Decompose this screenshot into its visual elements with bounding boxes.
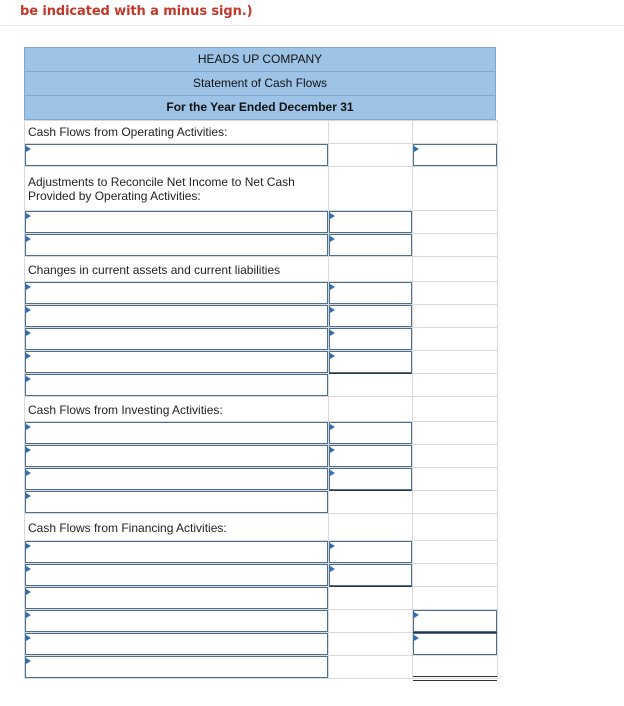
section-label-cell (25, 257, 329, 282)
operating-activities-label: Cash Flows from Operating Activities: (28, 125, 228, 139)
description-input[interactable] (25, 564, 328, 586)
description-input[interactable] (25, 656, 328, 678)
table-row (25, 445, 498, 468)
empty-cell (329, 610, 413, 633)
amount-input[interactable] (329, 328, 412, 350)
empty-cell (413, 514, 498, 541)
empty-cell (329, 144, 413, 167)
amount-cell (329, 564, 413, 587)
empty-cell (413, 328, 498, 351)
table-row (25, 121, 498, 144)
table-row (25, 491, 498, 514)
amount-input[interactable] (329, 445, 412, 467)
section-label-cell (25, 121, 329, 144)
description-input[interactable] (25, 282, 328, 304)
total-input[interactable] (413, 144, 497, 166)
table-row (25, 305, 498, 328)
empty-cell (329, 257, 413, 282)
empty-cell (413, 564, 498, 587)
amount-cell (413, 144, 498, 167)
amount-input[interactable] (329, 282, 412, 304)
total-input[interactable] (413, 610, 497, 632)
final-total-cell (413, 656, 498, 679)
empty-cell (413, 351, 498, 374)
amount-cell (329, 305, 413, 328)
table-row (25, 167, 498, 211)
table-row (25, 587, 498, 610)
table-row (25, 234, 498, 257)
amount-cell (329, 282, 413, 305)
description-input[interactable] (25, 633, 328, 655)
description-cell (25, 328, 329, 351)
description-input[interactable] (25, 610, 328, 632)
description-input[interactable] (25, 491, 328, 513)
empty-cell (413, 282, 498, 305)
description-input[interactable] (25, 234, 328, 256)
description-cell (25, 633, 329, 656)
section-label-cell (25, 514, 329, 541)
amount-cell (413, 633, 498, 656)
empty-cell (329, 514, 413, 541)
amount-cell (413, 610, 498, 633)
amount-input[interactable] (329, 351, 412, 373)
description-cell (25, 211, 329, 234)
description-cell (25, 587, 329, 610)
empty-cell (413, 397, 498, 422)
description-input[interactable] (25, 374, 328, 396)
description-cell (25, 305, 329, 328)
cash-flow-worksheet (24, 47, 496, 679)
amount-input[interactable] (329, 422, 412, 444)
amount-cell (329, 328, 413, 351)
table-row (25, 211, 498, 234)
empty-cell (413, 445, 498, 468)
instruction-text: be indicated with a minus sign.) (20, 4, 253, 19)
description-cell (25, 468, 329, 491)
table-row (25, 282, 498, 305)
cash-flow-table (24, 120, 498, 679)
description-cell (25, 491, 329, 514)
empty-cell (329, 397, 413, 422)
section-label-cell (25, 167, 329, 211)
description-input[interactable] (25, 422, 328, 444)
table-row (25, 468, 498, 491)
amount-input[interactable] (329, 234, 412, 256)
empty-cell (329, 491, 413, 514)
table-row (25, 422, 498, 445)
description-input[interactable] (25, 587, 328, 609)
amount-cell (329, 468, 413, 491)
amount-cell (329, 211, 413, 234)
empty-cell (413, 167, 498, 211)
description-cell (25, 541, 329, 564)
amount-input[interactable] (329, 564, 412, 586)
empty-cell (413, 468, 498, 491)
empty-cell (329, 656, 413, 679)
empty-cell (413, 587, 498, 610)
amount-cell (329, 541, 413, 564)
description-cell (25, 610, 329, 633)
empty-cell (413, 257, 498, 282)
financing-activities-label: Cash Flows from Financing Activities: (28, 521, 227, 535)
description-cell (25, 564, 329, 587)
table-row (25, 374, 498, 397)
empty-cell (413, 305, 498, 328)
company-name: HEADS UP COMPANY (24, 47, 496, 71)
table-row (25, 397, 498, 422)
table-row (25, 351, 498, 374)
amount-cell (329, 351, 413, 374)
empty-cell (329, 167, 413, 211)
description-cell (25, 422, 329, 445)
changes-label: Changes in current assets and current liabilities (28, 263, 281, 277)
empty-cell (329, 587, 413, 610)
amount-input[interactable] (329, 468, 412, 490)
amount-cell (329, 445, 413, 468)
description-input[interactable] (25, 541, 328, 563)
table-row (25, 656, 498, 679)
adjustments-label: Adjustments to Reconcile Net Income to Net Cash Provided by Operating Activities: (28, 175, 295, 203)
statement-title: Statement of Cash Flows (24, 71, 496, 95)
top-divider (0, 25, 624, 26)
amount-input[interactable] (329, 211, 412, 233)
empty-cell (329, 633, 413, 656)
empty-cell (413, 374, 498, 397)
description-cell (25, 445, 329, 468)
description-cell (25, 351, 329, 374)
empty-cell (413, 422, 498, 445)
description-cell (25, 234, 329, 257)
table-row (25, 144, 498, 167)
table-row (25, 328, 498, 351)
description-input[interactable] (25, 328, 328, 350)
empty-cell (413, 234, 498, 257)
empty-cell (413, 211, 498, 234)
description-input[interactable] (25, 211, 328, 233)
description-input[interactable] (25, 445, 328, 467)
description-cell (25, 144, 329, 167)
amount-cell (329, 422, 413, 445)
empty-cell (329, 121, 413, 144)
description-input[interactable] (25, 351, 328, 373)
description-cell (25, 282, 329, 305)
description-input[interactable] (25, 144, 328, 166)
section-label-cell (25, 397, 329, 422)
empty-cell (413, 121, 498, 144)
table-row (25, 514, 498, 541)
description-cell (25, 656, 329, 679)
description-input[interactable] (25, 305, 328, 327)
total-input[interactable] (413, 633, 497, 655)
empty-cell (413, 541, 498, 564)
description-cell (25, 374, 329, 397)
empty-cell (413, 491, 498, 514)
table-row (25, 564, 498, 587)
amount-cell (329, 234, 413, 257)
statement-period: For the Year Ended December 31 (24, 95, 496, 120)
amount-input[interactable] (329, 541, 412, 563)
table-row (25, 633, 498, 656)
description-input[interactable] (25, 468, 328, 490)
investing-activities-label: Cash Flows from Investing Activities: (28, 403, 223, 417)
table-row (25, 610, 498, 633)
empty-cell (329, 374, 413, 397)
amount-input[interactable] (329, 305, 412, 327)
table-row (25, 541, 498, 564)
table-row (25, 257, 498, 282)
